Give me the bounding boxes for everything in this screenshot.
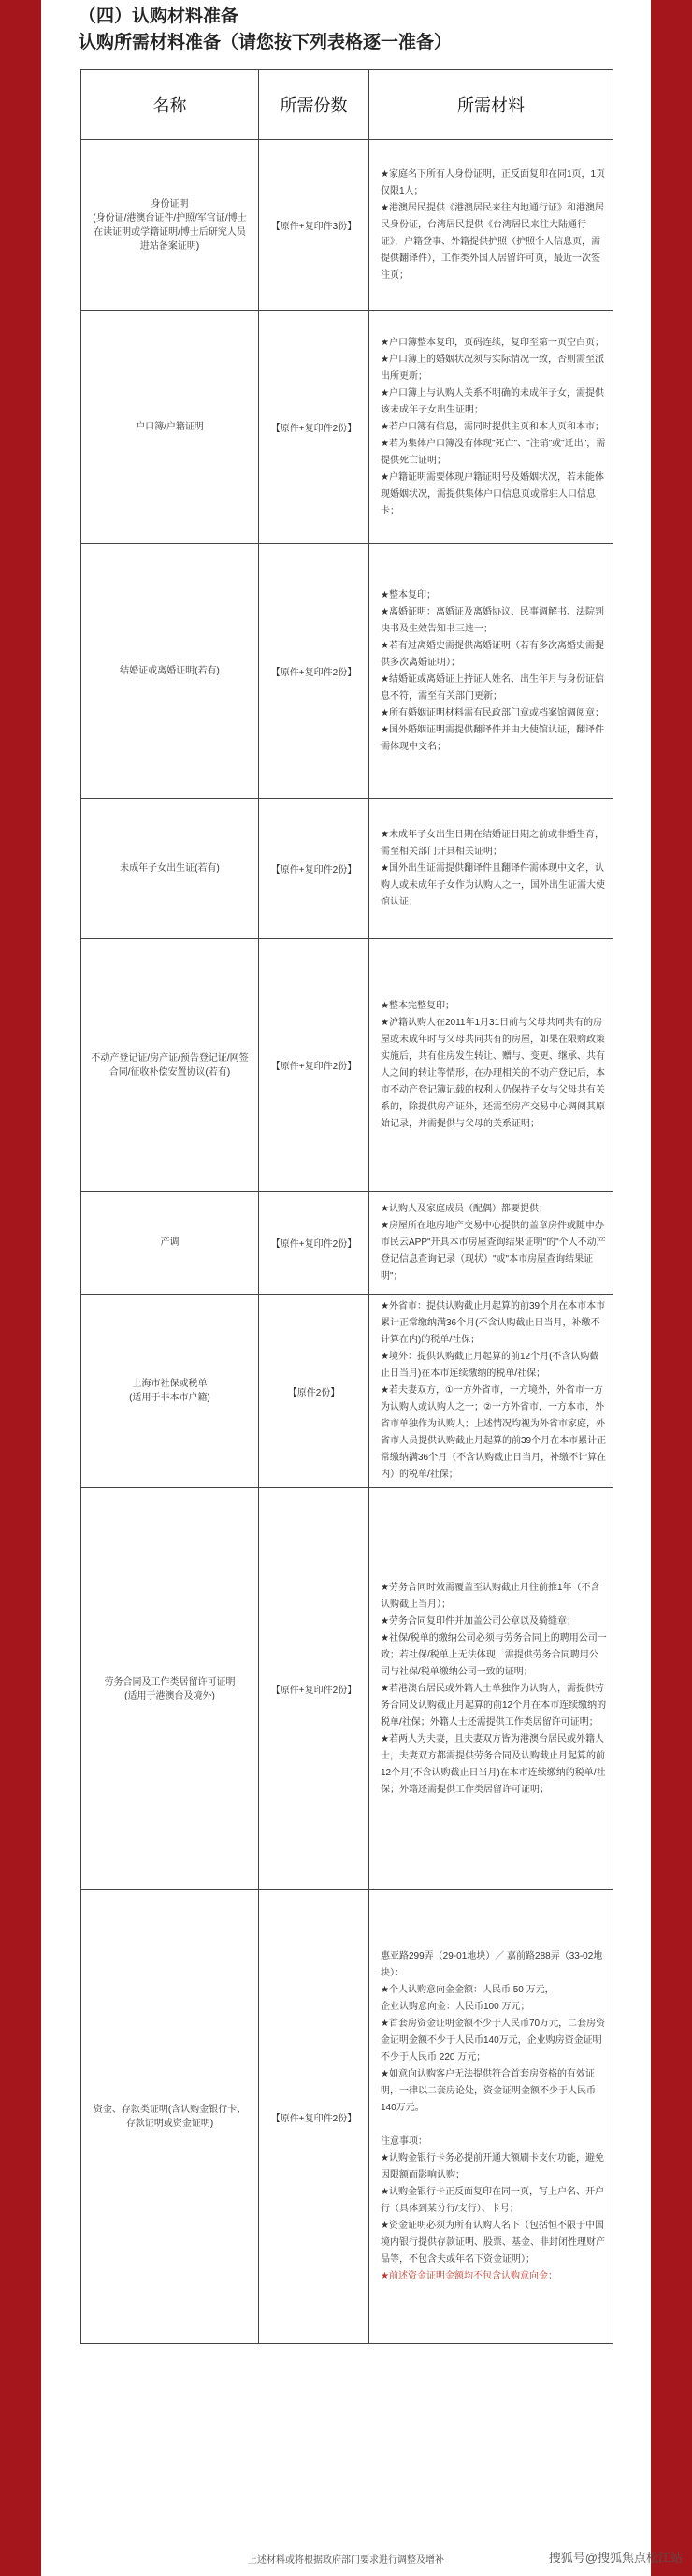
section-title: （四）认购材料准备 [79, 7, 239, 26]
material-line: ★沪籍认购人在2011年1月31日前与父母共同共有的房屋或未成年时与父母共同共有的房屋，如果在限购政策实施后，共有住房发生转让、赠与、变更、继承、共有人之间的转让等情形，在办理相关的不动产登记后，本市不动产登记簿记载的权利人仍保持子女与父母共有关系的，除提供房产证外，还需至房产交易中心调阅其原始记录，并需提供与父母的关系证明； [381, 1017, 605, 1129]
materials-table [80, 69, 613, 2344]
row-name-text: (适用于港澳台及境外) [124, 1690, 215, 1701]
row-name-cell [81, 939, 259, 1192]
document-page [41, 0, 651, 2576]
material-line: ★户口簿上的婚姻状况须与实际情况一致，否则需至派出所更新； [381, 354, 604, 382]
row-name-text: 劳务合同及工作类居留许可证明 [104, 1676, 236, 1687]
row-materials-cell [369, 1890, 613, 2344]
row-name-text: (适用于非本市户籍) [129, 1393, 210, 1403]
row-name-cell [81, 1890, 259, 2344]
material-line: ★未成年子女出生日期在结婚证日期之前或非婚生育，需至相关部门开具相关证明； [381, 829, 604, 857]
left-red-border [0, 0, 41, 2576]
material-line: ★境外：提供认购截止月起算的前12个月(不含认购截止日当月)在本市连续缴纳的税单/社保； [381, 1352, 599, 1379]
material-line: ★前述资金证明金额均不包含认购意向金； [381, 2271, 557, 2281]
row-name-cell [81, 1295, 259, 1488]
row-materials-cell [369, 1295, 613, 1488]
row-materials-cell [369, 939, 613, 1192]
material-line: ★所有婚姻证明材料需有民政部门章或档案馆调阅章； [381, 707, 604, 718]
right-red-border [651, 0, 692, 2576]
watermark: 搜狐号@搜狐焦点松江站 [548, 2551, 683, 2565]
material-line: ★整本复印； [381, 589, 436, 601]
material-line: ★若有过离婚史需提供离婚证明（若有多次离婚史需提供多次离婚证明）； [381, 640, 604, 668]
material-line: ★个人认购意向金金额：人民币 50 万元， [381, 1985, 555, 1995]
table-row [81, 544, 613, 799]
section-subtitle: 认购所需材料准备（请您按下列表格逐一准备） [79, 33, 453, 52]
row-copies-cell: 【原件+复印件2份】 [259, 1890, 369, 2344]
row-name-text: 户口簿/户籍证明 [136, 422, 204, 432]
table-row [81, 1488, 613, 1890]
material-line: ★户籍证明需要体现户籍证明号及婚姻状况，若未能体现婚姻状况，需提供集体户口信息页或常驻人口信息卡； [381, 471, 604, 516]
table-row [81, 1890, 613, 2344]
table-row [81, 799, 613, 939]
material-line: ★国外出生证需提供翻译件且翻译件需体现中文名，认购人或未成年子女作为认购人之一，国外出生证需大使馆认证； [381, 862, 605, 907]
row-copies-cell: 【原件+复印件2份】 [259, 1488, 369, 1890]
material-line: ★港澳居民提供《港澳居民来往内地通行证》和港澳居民身份证，台湾居民提供《台湾居民来往大陆通行证》，户籍登事、外籍提供护照（护照个人信息页，需提供翻译件），工作类外国人居留许可页，最近一次签注页； [381, 202, 604, 281]
row-name-text: 结婚证或离婚证明(若有) [120, 666, 220, 676]
material-line: ★社保/税单的缴纳公司必须与劳务合同上的聘用公司一致；若社保/税单上无法体现，需提供劳务合同聘用公司与社保/税单缴纳公司一致的证明； [381, 1632, 607, 1677]
row-copies-cell: 【原件+复印件2份】 [259, 311, 369, 544]
material-line: ★认购金银行卡务必提前开通大额刷卡支付功能，避免因限额而影响认购； [381, 2153, 604, 2180]
row-name-cell [81, 1192, 259, 1295]
material-line: 注意事项： [381, 2136, 427, 2147]
material-line: ★资金证明必须为所有认购人名下（包括恒不限于中国境内银行提供存款证明、股票、基金、非封闭性理财产品等，不包含夫或年名下资金证明）； [381, 2221, 605, 2265]
table-body [81, 140, 613, 2344]
header-materials: 所需材料 [369, 70, 613, 140]
row-name-text: 资金、存款类证明(含认购金银行卡、存款证明或资金证明) [93, 2105, 247, 2129]
material-line: ★首套房资金证明金额不少于人民币70万元，二套房资金证明金额不少于人民币140万元，企业购房资金证明不少于人民币 220 万元； [381, 2019, 606, 2062]
table-row [81, 140, 613, 311]
row-copies-cell: 【原件+复印件2份】 [259, 799, 369, 939]
material-line: ★劳务合同复印件并加盖公司公章以及骑缝章； [381, 1615, 576, 1627]
material-line: ★房屋所在地房地产交易中心提供的盖章房件或随申办市民云APP"开具本市房屋查询结果证明"的"个人不动产登记信息查询记录（现状）"或"本市房屋查询结果证明"； [381, 1220, 606, 1281]
row-name-text: 未成年子女出生证(若有) [120, 863, 220, 874]
row-copies-cell: 【原件+复印件3份】 [259, 140, 369, 311]
material-line: ★整本完整复印； [381, 1000, 454, 1011]
material-line: ★认购人及家庭成员（配偶）都要提供； [381, 1203, 548, 1214]
table-row [81, 1192, 613, 1295]
row-name-cell [81, 544, 259, 799]
header-name: 名称 [81, 70, 259, 140]
row-materials-cell [369, 311, 613, 544]
row-name-cell [81, 1488, 259, 1890]
material-line: ★离婚证明：离婚证及离婚协议、民事调解书、法院判决书及生效告知书三选一； [381, 606, 604, 634]
row-name-text: 不动产登记证/房产证/预告登记证/网签合同/征收补偿安置协议(若有) [91, 1052, 249, 1078]
row-materials-cell [369, 1488, 613, 1890]
material-line: 企业认购意向金：人民币100 万元； [381, 2002, 530, 2012]
material-line: ★如意向认购客户无法提供符合首套房资格的有效证明，一律以二套房论处，资金证明金额不少于人民币140万元。 [381, 2069, 596, 2113]
table-row [81, 1295, 613, 1488]
table-row [81, 939, 613, 1192]
material-line: ★家庭名下所有人身份证明，正反面复印在同1页，1页仅限1人； [381, 168, 606, 196]
row-name-text: (身份证/港澳台证件/护照/军官证/博士在读证明或学籍证明/博士后研究人员进站备案证明) [93, 212, 247, 252]
material-line: ★劳务合同时效需覆盖至认购截止月往前推1年（不含认购截止当月）； [381, 1582, 600, 1610]
table-row [81, 311, 613, 544]
row-copies-cell: 【原件+复印件2份】 [259, 939, 369, 1192]
row-name-text: 上海市社保或税单 [132, 1379, 208, 1389]
row-name-text: 产调 [160, 1237, 180, 1248]
row-materials-cell [369, 140, 613, 311]
row-copies-cell: 【原件+复印件2份】 [259, 1192, 369, 1295]
material-line: 惠亚路299弄（29-01地块）／ 嘉前路288弄（33-02地块）： [381, 1951, 603, 1978]
row-materials-cell [369, 799, 613, 939]
row-name-text: 身份证明 [151, 198, 189, 210]
material-line: ★户口簿整本复印，页码连续，复印至第一页空白页； [381, 337, 604, 348]
material-line: ★若为集体户口簿没有体现"死亡"、"注销"或"迁出"，需提供死亡证明； [381, 438, 606, 466]
row-copies-cell: 【原件+复印件2份】 [259, 544, 369, 799]
material-line: ★户口簿上与认购人关系不明确的未成年子女，需提供该未成年子女出生证明； [381, 387, 604, 415]
material-line: ★认购金银行卡正反面复印在同一页，写上户名、开户行（具体到某分行/支行）、卡号； [381, 2187, 604, 2214]
row-name-cell [81, 140, 259, 311]
material-line: ★结婚证或离婚证上持证人姓名、出生年月与身份证信息不符，需至有关部门更新； [381, 673, 604, 702]
material-line: ★国外婚姻证明需提供翻译件并由大使馆认证，翻译件需体现中文名； [381, 724, 604, 752]
material-line [381, 2117, 607, 2134]
row-materials-cell [369, 1192, 613, 1295]
material-line: ★外省市：提供认购截止月起算的前39个月在本市本市累计正常缴纳满36个月(不含认购截止日当月，补缴不计算在内)的税单/社保； [381, 1301, 606, 1345]
row-materials-cell [369, 544, 613, 799]
material-line: ★若港澳台居民或外籍人士单独作为认购人，需提供劳务合同及认购截止月起算的前12个月在本市连续缴纳的税单/社保；外籍人士还需提供工作类居留许可证明； [381, 1683, 607, 1728]
row-name-cell [81, 311, 259, 544]
table-header-row [81, 70, 613, 140]
row-copies-cell: 【原件2份】 [259, 1295, 369, 1488]
header-copies: 所需份数 [259, 70, 369, 140]
material-line: ★若户口簿有信息，需同时提供主页和本人页和本市； [381, 421, 604, 432]
row-name-cell [81, 799, 259, 939]
footer-note: 上述材料或将根据政府部门要求进行调整及增补 [248, 2555, 444, 2566]
material-line: ★若两人为夫妻，且夫妻双方皆为港澳台居民或外籍人士，夫妻双方都需提供劳务合同及认购截止月起算的前12个月(不含认购截止日当月)在本市连续缴纳的税单/社保；外籍还需提供工作类居留许可证明； [381, 1733, 606, 1795]
material-line: ★若夫妻双方，①一方外省市，一方境外，外省市一方为认购人或认购人之一；②一方外省市，一方本市，外省市单独作为认购人；上述情况均视为外省市家庭，外省市人员提供认购截止月起算的前39个月在本市累计正常缴纳满36个月（不含认购截止日当月，补缴不计算在内）的税单/社保； [381, 1385, 607, 1480]
